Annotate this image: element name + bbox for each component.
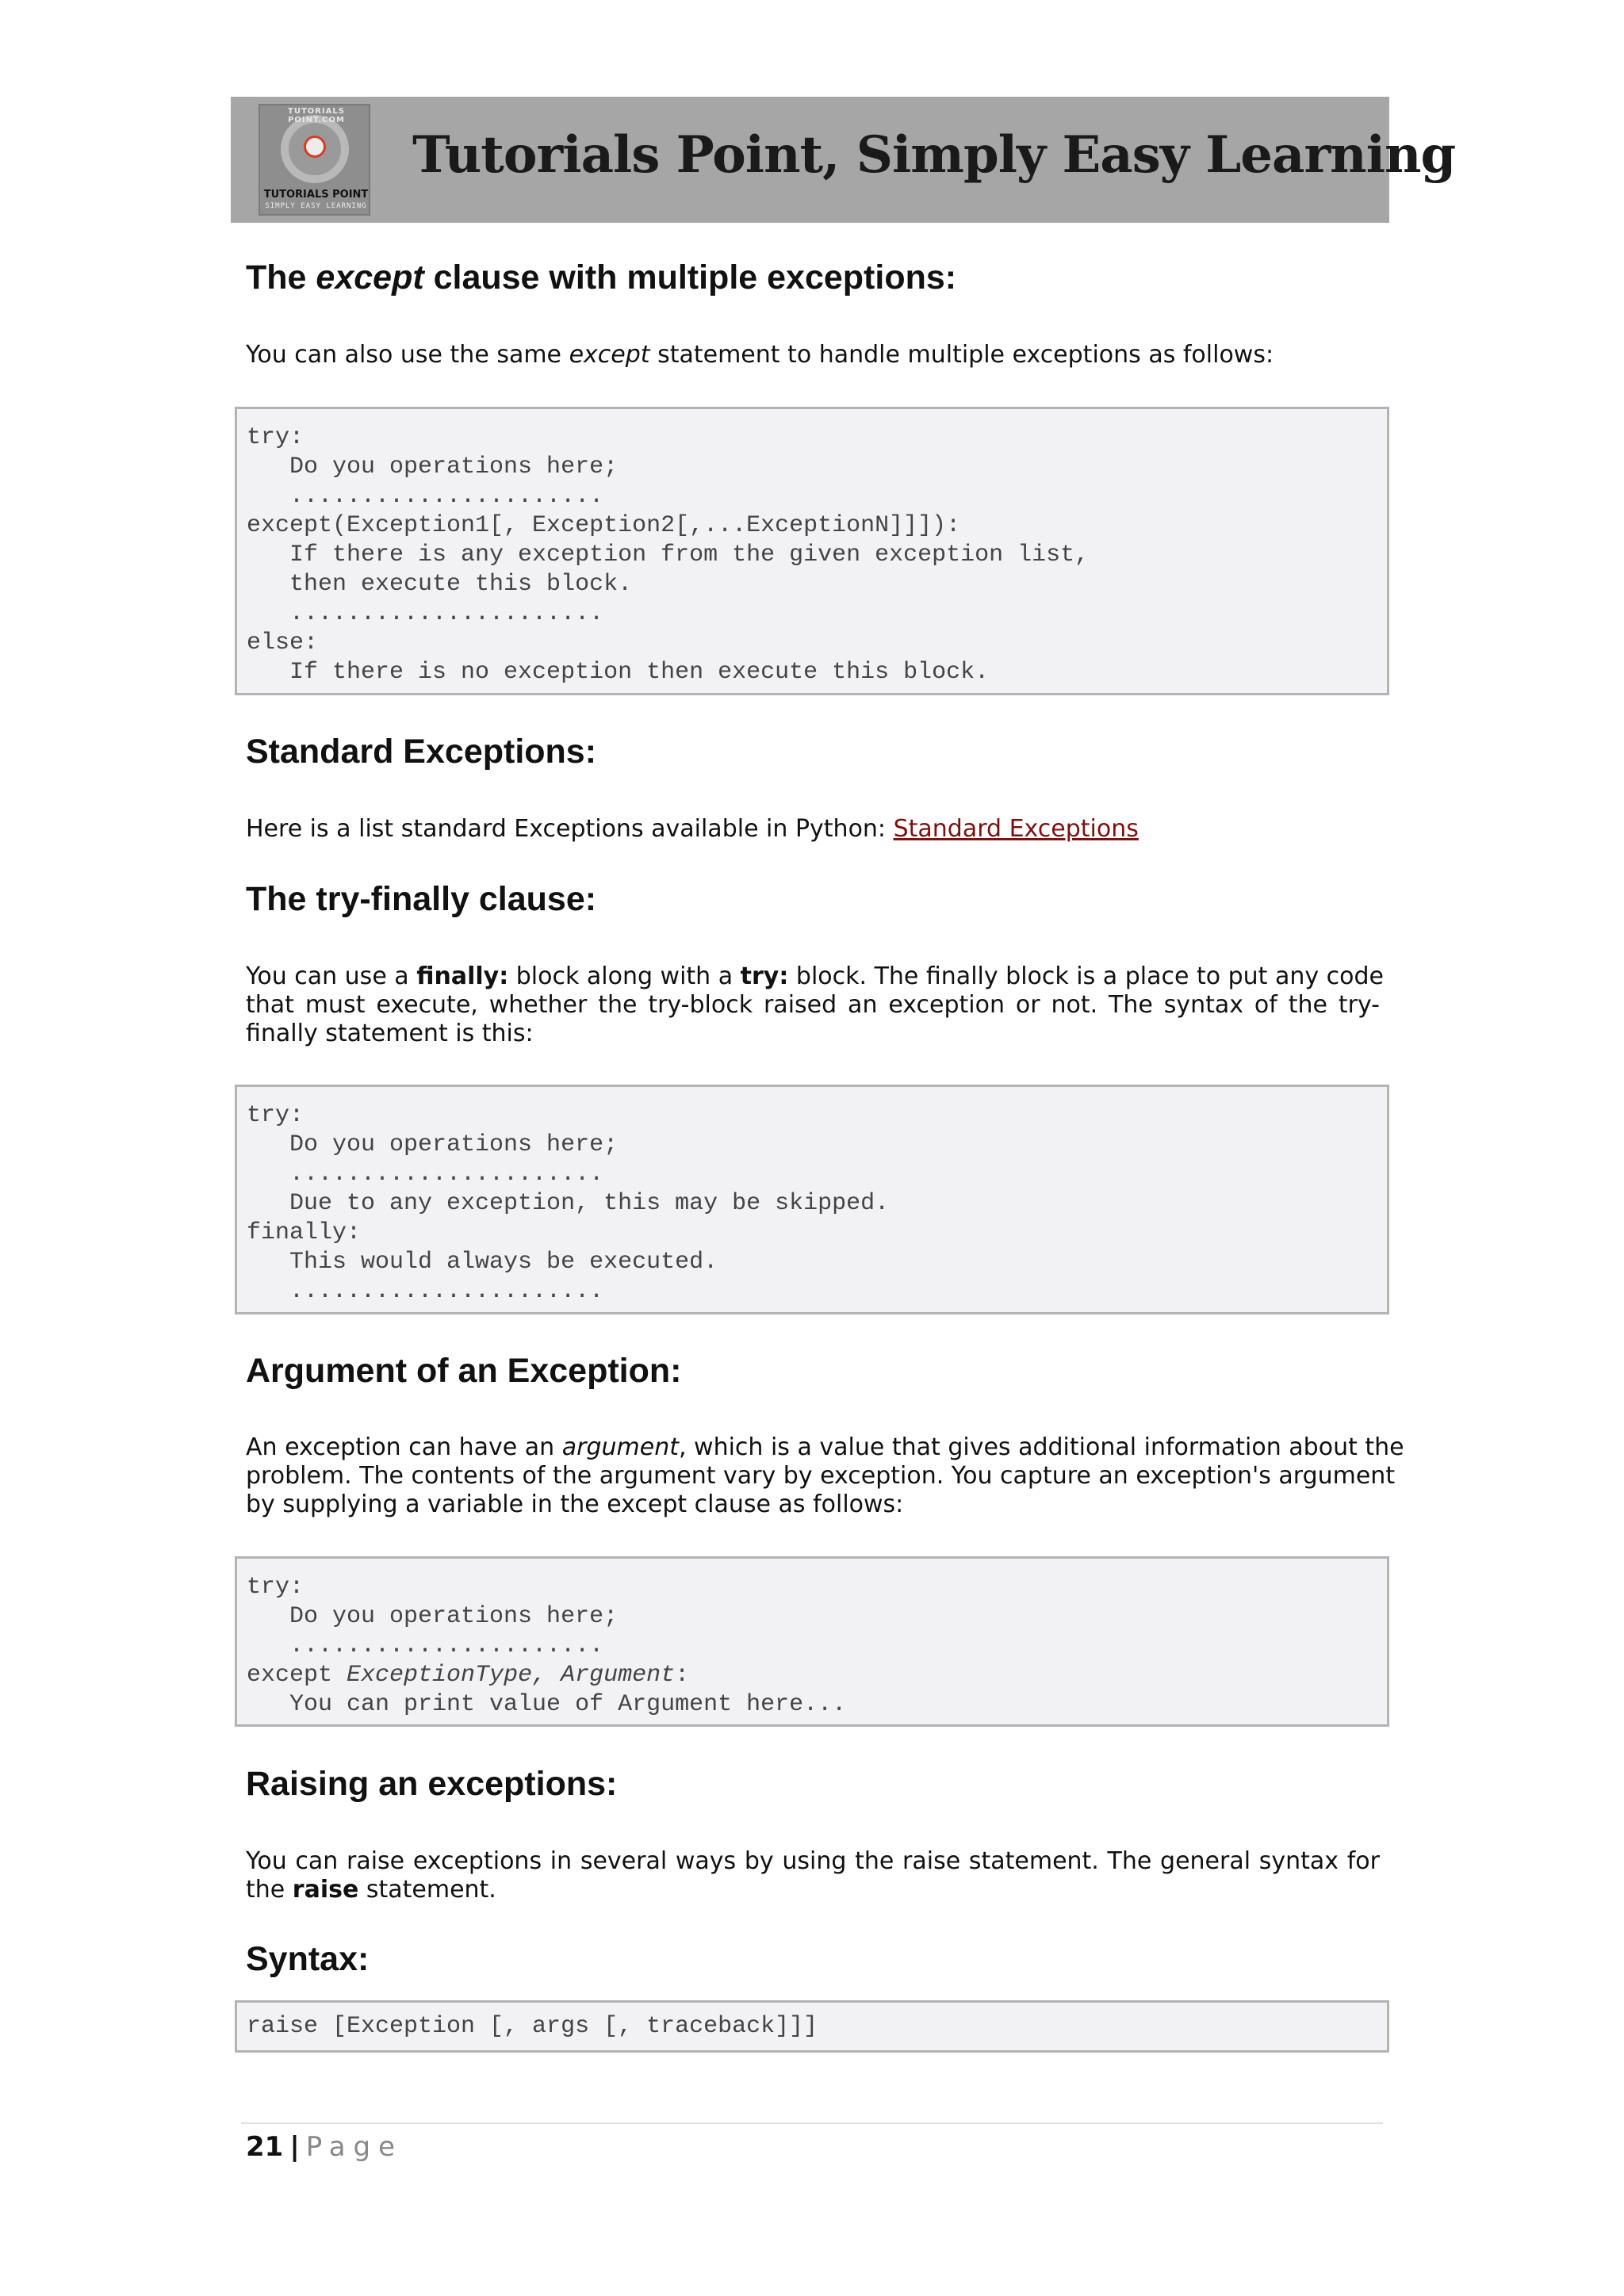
code-line: finally:	[247, 1219, 362, 1246]
keyword-raise: raise	[292, 1876, 359, 1904]
emphasis-argument: argument	[561, 1433, 679, 1461]
code-line: Do you operations here;	[247, 1603, 619, 1630]
keyword-finally: finally:	[416, 962, 509, 990]
footer-separator: |	[289, 2131, 300, 2163]
code-block-syntax	[235, 2000, 1389, 2053]
code-line: Do you operations here;	[247, 453, 619, 480]
paragraph-argument	[246, 1433, 1404, 1519]
code-line: except(Exception1[, Exception2[,...ExceptionN]]]):	[247, 512, 961, 539]
heading-text: The	[246, 258, 316, 297]
code-line: else:	[247, 629, 319, 656]
code-line: try:	[247, 1574, 304, 1601]
code-line: ......................	[247, 1278, 604, 1305]
code-italic-type: ExceptionType	[347, 1662, 533, 1689]
code-block-argument	[235, 1556, 1389, 1727]
paragraph-line: You can use a finally: block along with a try: block. The finally block is a place to put any code	[246, 962, 1385, 990]
code-line: then execute this block.	[247, 571, 633, 598]
page-number: 21	[246, 2131, 284, 2163]
paragraph-line: problem. The contents of the argument vary by exception. You capture an exception's argument	[246, 1462, 1396, 1490]
code-line: ......................	[247, 1161, 604, 1188]
heading-text: clause with multiple exceptions:	[423, 258, 957, 297]
paragraph-try-finally	[246, 962, 1385, 1048]
paragraph-line: by supplying a variable in the except clause as follows:	[246, 1490, 904, 1518]
logo-tagline: SIMPLY EASY LEARNING	[265, 202, 367, 210]
page-footer	[246, 2131, 403, 2163]
heading-standard-exceptions: Standard Exceptions:	[246, 733, 597, 771]
paragraph-raising	[246, 1847, 1380, 1904]
paragraph-line: that must execute, whether the try-block raised an exception or not. The syntax of the try-	[246, 991, 1380, 1019]
logo-ring-text: TUTORIALS POINT.COM	[288, 107, 345, 124]
paragraph-line: finally statement is this:	[246, 1020, 534, 1047]
code-line: ......................	[247, 483, 604, 510]
paragraph-text: Here is a list standard Exceptions available in Python:	[246, 815, 894, 843]
code-line: Do you operations here;	[247, 1131, 619, 1158]
code-line: If there is any exception from the given exception list,	[247, 541, 1090, 568]
code-line: try:	[247, 424, 304, 451]
code-line: Due to any exception, this may be skipped.	[247, 1190, 890, 1217]
logo-name: TUTORIALS POINT	[263, 189, 369, 201]
code-block-except-multiple	[235, 407, 1389, 695]
paragraph-line: the raise statement.	[246, 1876, 496, 1904]
paragraph-line: An exception can have an argument, which is a value that gives additional information about the	[246, 1433, 1404, 1461]
header-title: Tutorials Point, Simply Easy Learning	[412, 125, 1456, 185]
code-line: ......................	[247, 1632, 604, 1659]
tutorials-point-logo	[259, 104, 370, 216]
footer-divider	[241, 2122, 1383, 2124]
code-line: You can print value of Argument here...	[247, 1691, 847, 1718]
heading-syntax: Syntax:	[246, 1940, 370, 1978]
logo-core-icon	[304, 136, 326, 158]
heading-try-finally: The try-finally clause:	[246, 880, 597, 918]
code-line: except ExceptionType, Argument:	[247, 1662, 690, 1689]
standard-exceptions-link[interactable]: Standard Exceptions	[893, 815, 1139, 843]
code-line: This would always be executed.	[247, 1249, 718, 1276]
code-block-try-finally	[235, 1085, 1389, 1314]
heading-raising: Raising an exceptions:	[246, 1765, 618, 1803]
paragraph-line: You can raise exceptions in several ways by using the raise statement. The general syntax for	[246, 1847, 1380, 1875]
heading-emphasis: except	[316, 258, 424, 297]
paragraph-text: You can also use the same	[246, 341, 569, 369]
code-italic-argument: Argument	[561, 1662, 676, 1689]
paragraph-emphasis: except	[569, 341, 650, 369]
code-line: try:	[247, 1102, 304, 1129]
code-line: raise [Exception [, args [, traceback]]]	[247, 2013, 818, 2040]
heading-except-multiple	[246, 258, 956, 297]
paragraph-text: statement to handle multiple exceptions as follows:	[649, 341, 1274, 369]
code-line: If there is no exception then execute this block.	[247, 659, 990, 686]
paragraph-except-multiple	[246, 341, 1380, 369]
heading-argument: Argument of an Exception:	[246, 1352, 682, 1390]
page-label: Page	[305, 2131, 404, 2163]
keyword-try: try:	[740, 962, 789, 990]
code-line: ......................	[247, 600, 604, 627]
paragraph-standard-exceptions	[246, 815, 1380, 844]
